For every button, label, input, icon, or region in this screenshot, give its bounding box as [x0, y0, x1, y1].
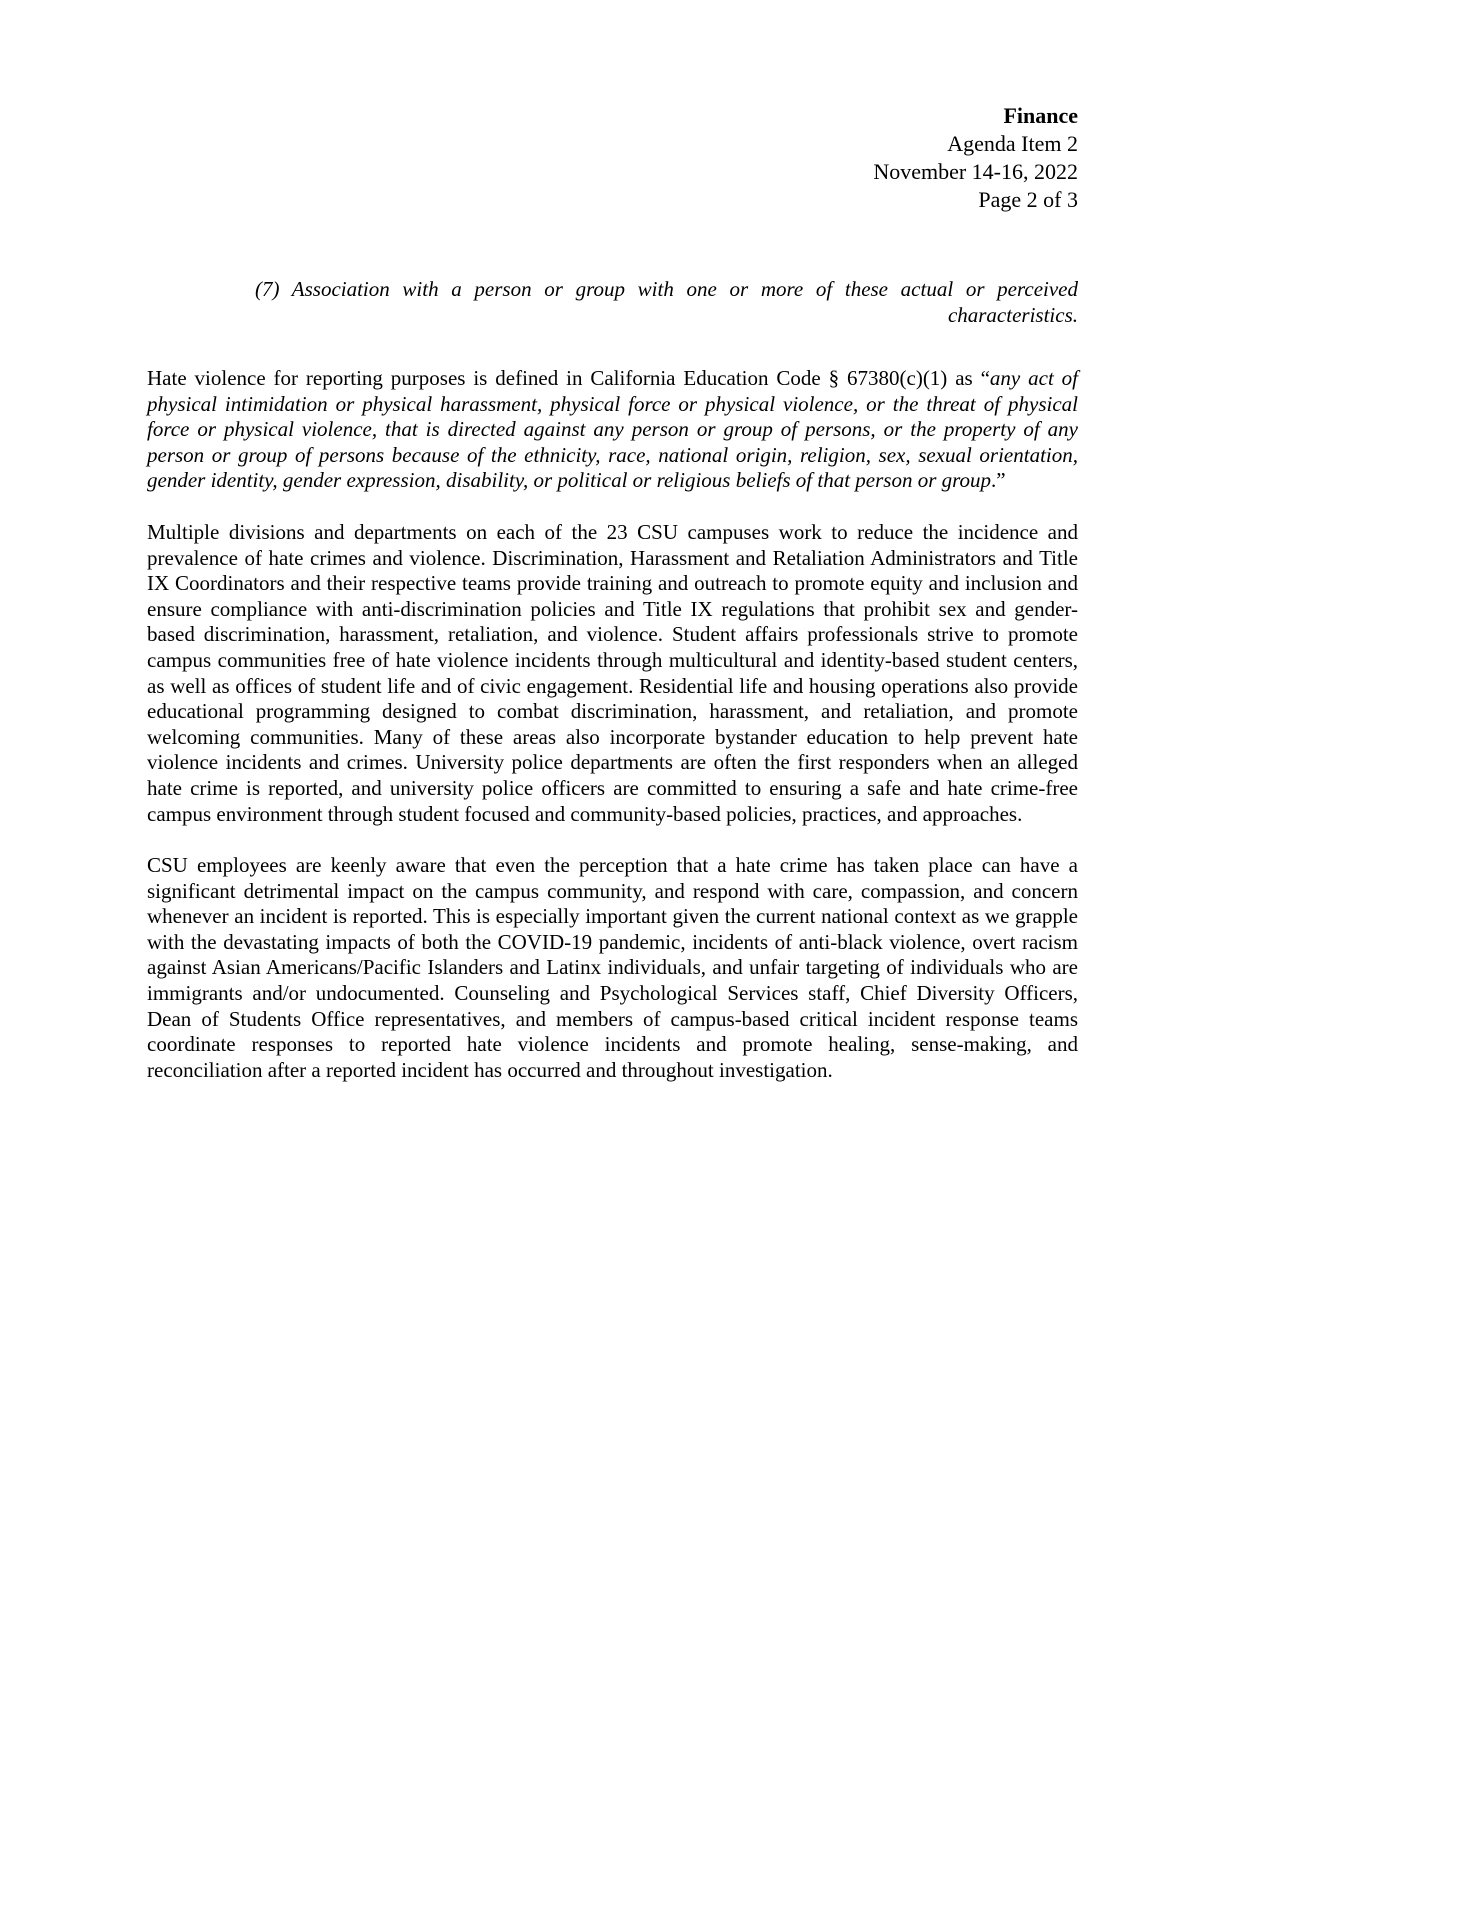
paragraph-employee-response: CSU employees are keenly aware that even the perception that a hate crime has taken place can have a significant detrimental impact on the campus community, and respond with care, compassion, and concern whenever an incident is reported. This is especially important given the current national context as we grapple with the devastating impacts of both the COVID-19 pandemic, incidents of anti-black violence, overt racism against Asian Americans/Pacific Islanders and Latinx individuals, and unfair targeting of individuals who are immigrants and/or undocumented. Counseling and Psychological Services staff, Chief Diversity Officers, Dean of Students Office representatives, and members of campus-based critical incident response teams coordinate responses to reported hate violence incidents and promote healing, sense-making, and reconciliation after a reported incident has occurred and throughout investigation. — [147, 853, 1078, 1082]
paragraph-campus-divisions: Multiple divisions and departments on each of the 23 CSU campuses work to reduce the incidence and prevalence of hate crimes and violence. Discrimination, Harassment and Retaliation Administrators and Title IX Coordinators and their respective teams provide training and outreach to promote equity and inclusion and ensure compliance with anti-discrimination policies and Title IX regulations that prohibit sex and gender-based discrimination, harassment, retaliation, and violence. Student affairs professionals strive to promote campus communities free of hate violence incidents through multicultural and identity-based student centers, as well as offices of student life and of civic engagement. Residential life and housing operations also provide educational programming designed to combat discrimination, harassment, and retaliation, and promote welcoming communities. Many of these areas also incorporate bystander education to help prevent hate violence incidents and crimes. University police departments are often the first responders when an alleged hate crime is reported, and university police officers are committed to ensuring a safe and hate crime-free campus environment through student focused and community-based policies, practices, and approaches. — [147, 519, 1078, 826]
header-agenda-item: Agenda Item 2 — [947, 131, 1078, 156]
document-header — [147, 102, 1078, 214]
header-page-number: Page 2 of 3 — [978, 187, 1078, 212]
paragraph-hate-violence-definition — [147, 366, 1078, 494]
definition-tail-text: .” — [991, 468, 1006, 493]
definition-quoted-text: any act of physical intimidation or physical harassment, physical force or physical violence, or the threat of physical force or physical violence, that is directed against any person or group of persons, or the property of any person or group of persons because of the ethnicity, race, national origin, religion, sex, sexual orientation, gender identity, gender expression, disability, or political or religious beliefs of that person or group — [147, 366, 1078, 493]
header-date: November 14-16, 2022 — [873, 159, 1078, 184]
definition-lead-text: Hate violence for reporting purposes is defined in California Education Code § 67380(c)(1) as “ — [147, 366, 990, 390]
header-committee: Finance — [1003, 103, 1078, 128]
list-item-7-characteristic: (7) Association with a person or group with one or more of these actual or perceived characteristics. — [255, 277, 1078, 327]
